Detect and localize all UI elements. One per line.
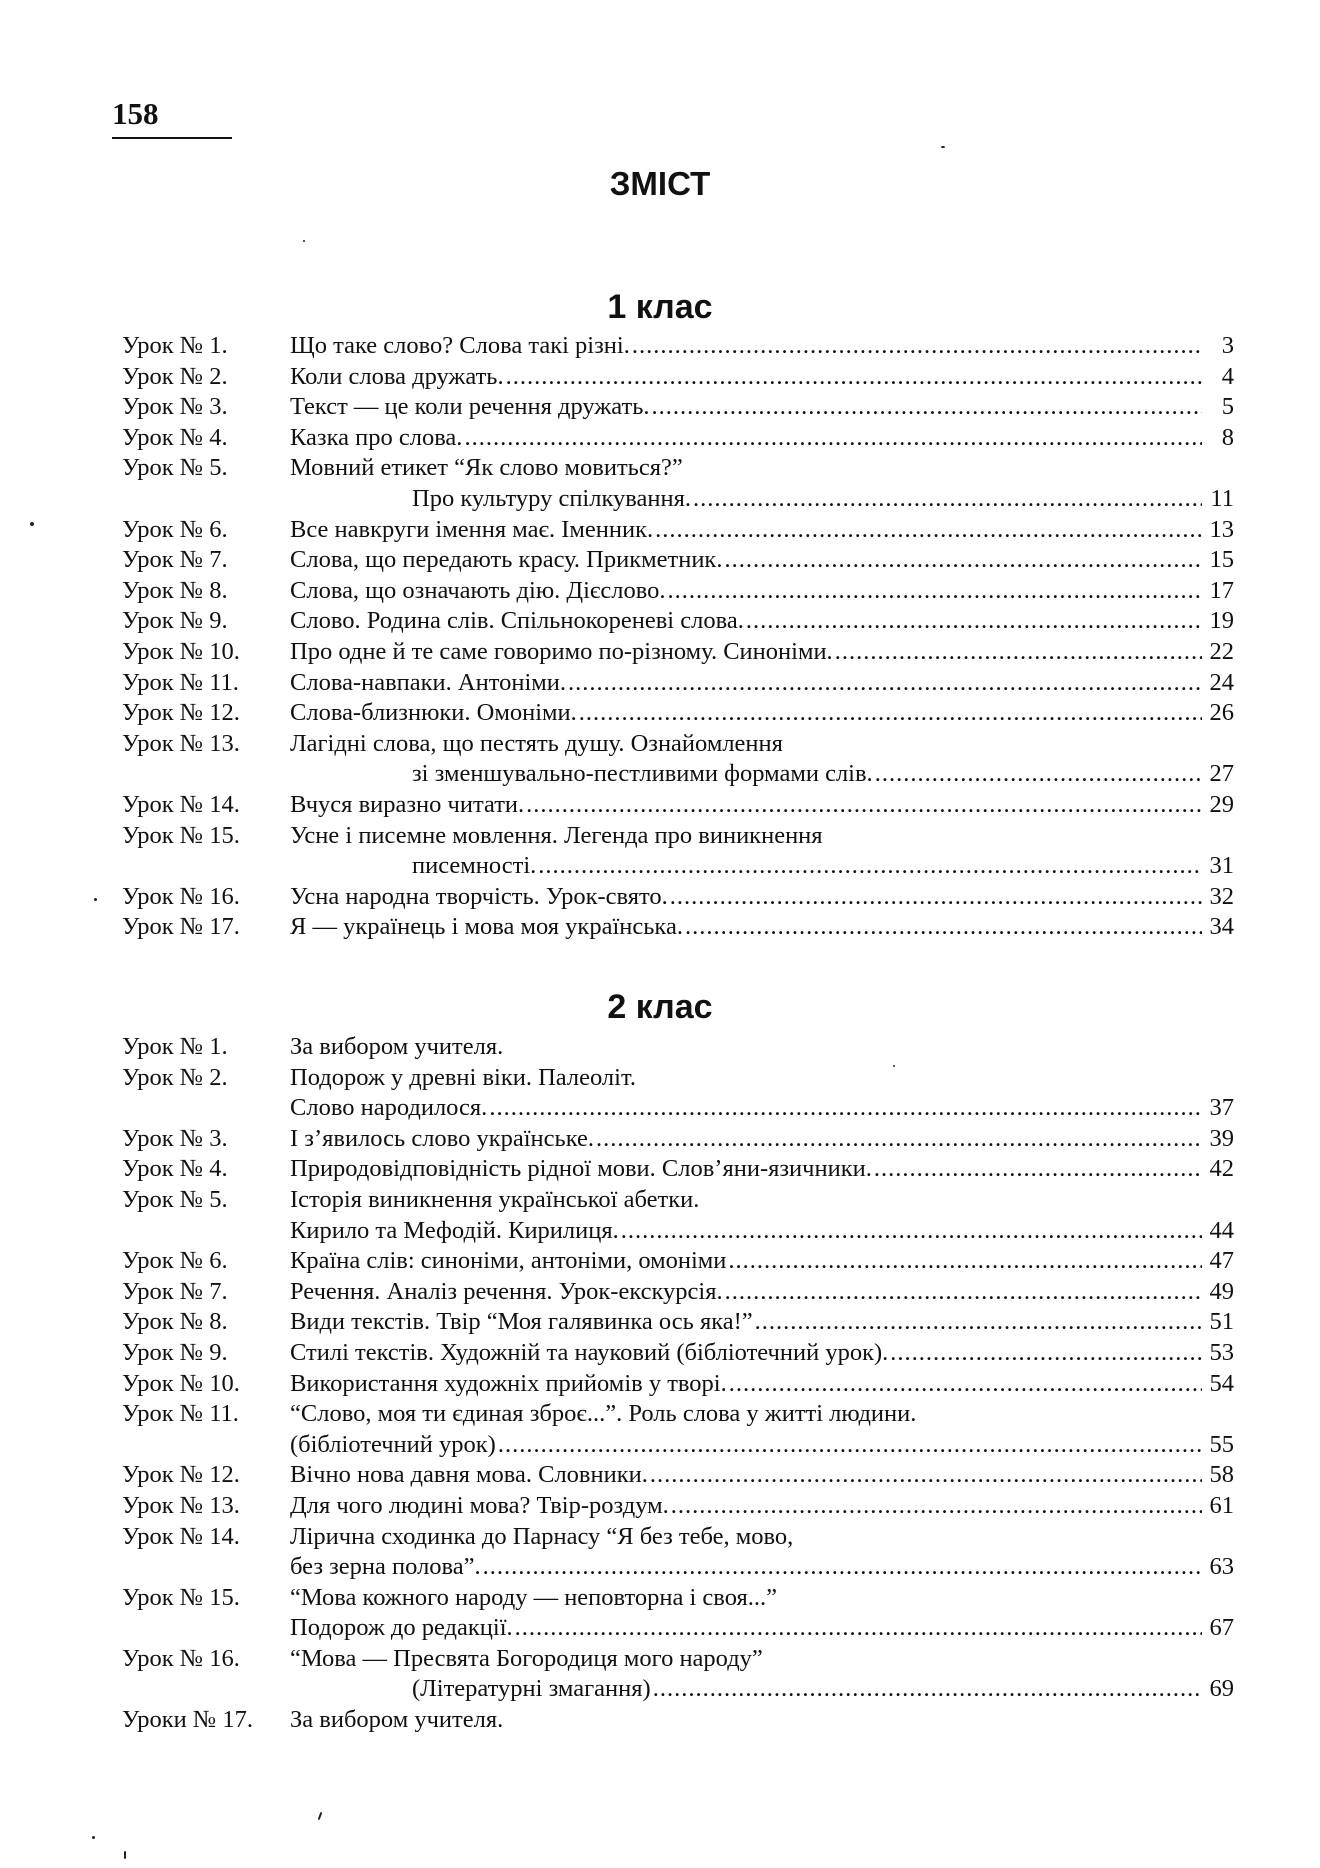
lesson-title: Подорож до редакції. xyxy=(290,1614,513,1642)
page-ref: 37 xyxy=(1209,1094,1234,1122)
dot-leader xyxy=(728,1246,1202,1277)
toc-entry-line xyxy=(122,851,1234,882)
lesson-label: Урок № 6. xyxy=(122,1247,228,1275)
lesson-title: Речення. Аналіз речення. Урок-екскурсія. xyxy=(290,1277,723,1305)
lesson-label: Урок № 14. xyxy=(122,790,240,818)
lesson-label: Урок № 2. xyxy=(122,362,228,390)
page-ref: 5 xyxy=(1221,393,1234,421)
toc-list-class-1 xyxy=(122,331,1234,943)
toc-entry-line xyxy=(122,1491,1234,1522)
page-number-underline xyxy=(112,137,232,139)
page-title: ЗМІСТ xyxy=(609,165,711,202)
dot-leader xyxy=(668,576,1202,607)
dot-leader xyxy=(670,882,1202,913)
lesson-label: Урок № 4. xyxy=(122,423,228,451)
lesson-title: Слово. Родина слів. Спільнокореневі слова. xyxy=(290,607,744,635)
toc-entry-line xyxy=(122,1674,1234,1705)
scan-speck xyxy=(92,1836,95,1839)
lesson-label: Урок № 11. xyxy=(122,1400,239,1428)
dot-leader xyxy=(653,1674,1202,1705)
page-ref: 3 xyxy=(1221,332,1234,359)
dot-leader xyxy=(724,545,1202,576)
page-ref: 24 xyxy=(1209,668,1234,696)
dot-leader xyxy=(579,698,1202,729)
toc-entry-line xyxy=(122,1277,1234,1308)
dot-leader xyxy=(621,1216,1202,1247)
lesson-title: Використання художніх прийомів у творі. xyxy=(290,1369,727,1397)
toc-entry-line xyxy=(122,1338,1234,1369)
lesson-label: Урок № 4. xyxy=(122,1155,228,1183)
dot-leader xyxy=(506,362,1202,393)
page-ref: 4 xyxy=(1221,362,1234,390)
lesson-title: Казка про слова. xyxy=(290,423,463,451)
page-ref: 42 xyxy=(1209,1155,1234,1183)
toc-entry-line xyxy=(122,576,1234,607)
page-ref: 15 xyxy=(1209,546,1234,574)
page-number: 158 xyxy=(112,96,159,131)
lesson-title: Кирило та Мефодій. Кирилиця. xyxy=(290,1216,619,1244)
scan-speck xyxy=(303,240,305,242)
dot-leader xyxy=(729,1369,1202,1400)
lesson-label: Урок № 1. xyxy=(122,332,228,359)
page-ref: 58 xyxy=(1209,1461,1234,1489)
lesson-title: Країна слів: синоніми, антоніми, омоніми xyxy=(290,1247,727,1275)
toc-entry-line xyxy=(122,1154,1234,1185)
lesson-title: (Літературні змагання) xyxy=(412,1675,651,1703)
page-ref: 31 xyxy=(1209,852,1234,880)
toc-entry-line xyxy=(122,1705,1234,1736)
page-ref: 49 xyxy=(1209,1277,1234,1305)
lesson-label: Урок № 6. xyxy=(122,515,228,543)
toc-entry-line xyxy=(122,1399,1234,1430)
lesson-label: Урок № 17. xyxy=(122,913,240,941)
toc-entry-line xyxy=(122,1246,1234,1277)
scan-speck xyxy=(893,1065,895,1067)
toc-entry-line xyxy=(122,362,1234,393)
lesson-title: Текст — це коли речення дружать. xyxy=(290,393,650,421)
page-ref: 44 xyxy=(1209,1216,1234,1244)
lesson-label: Урок № 3. xyxy=(122,393,228,421)
scan-speck xyxy=(124,1851,126,1859)
dot-leader xyxy=(693,484,1202,515)
dot-leader xyxy=(875,759,1202,790)
dot-leader xyxy=(526,790,1202,821)
page-ref: 47 xyxy=(1209,1247,1234,1275)
scan-speck xyxy=(941,146,945,148)
page-ref: 17 xyxy=(1209,576,1234,604)
section-heading-class-2: 2 клас xyxy=(607,988,713,1026)
lesson-title: зі зменшувально-пестливими формами слів. xyxy=(412,760,873,788)
scan-speck xyxy=(318,1812,323,1820)
lesson-label: Урок № 9. xyxy=(122,607,228,635)
dot-leader xyxy=(568,668,1202,699)
toc-entry-line xyxy=(122,1063,1234,1094)
toc-list-class-2 xyxy=(122,1032,1234,1736)
toc-entry-line xyxy=(122,1216,1234,1247)
lesson-title: Про одне й те саме говоримо по-різному. Синоніми. xyxy=(290,637,833,665)
lesson-title: Слова, що означають дію. Дієслово. xyxy=(290,576,666,604)
toc-entry-line xyxy=(122,637,1234,668)
lesson-label: Урок № 7. xyxy=(122,1277,228,1305)
scan-speck xyxy=(30,522,34,526)
lesson-title: “Мова кожного народу — неповторна і своя...” xyxy=(290,1583,777,1611)
lesson-label: Урок № 5. xyxy=(122,1185,228,1213)
page-ref: 69 xyxy=(1209,1675,1234,1703)
toc-entry-line xyxy=(122,1093,1234,1124)
lesson-label: Урок № 7. xyxy=(122,546,228,574)
dot-leader xyxy=(746,606,1202,637)
toc-entry-line xyxy=(122,790,1234,821)
dot-leader xyxy=(835,637,1202,668)
lesson-title: “Мова — Пресвята Богородиця мого народу” xyxy=(290,1644,763,1672)
toc-entry-line xyxy=(122,1644,1234,1675)
dot-leader xyxy=(725,1277,1202,1308)
lesson-label: Урок № 9. xyxy=(122,1338,228,1366)
toc-entry-line xyxy=(122,1185,1234,1216)
toc-entry-line xyxy=(122,1552,1234,1583)
toc-entry-line xyxy=(122,759,1234,790)
page-ref: 63 xyxy=(1209,1553,1234,1581)
lesson-label: Урок № 13. xyxy=(122,729,240,757)
lesson-label: Уроки № 17. xyxy=(122,1706,253,1734)
dot-leader xyxy=(498,1430,1202,1461)
lesson-title: Усне і писемне мовлення. Легенда про виникнення xyxy=(290,821,823,849)
dot-leader xyxy=(671,1491,1202,1522)
lesson-title: І з’явилось слово українське. xyxy=(290,1124,594,1152)
page-ref: 13 xyxy=(1209,515,1234,543)
lesson-label: Урок № 15. xyxy=(122,1583,240,1611)
lesson-title: писемності. xyxy=(412,852,537,880)
page-ref: 11 xyxy=(1210,484,1234,512)
page-ref: 34 xyxy=(1209,913,1234,941)
lesson-title: Коли слова дружать. xyxy=(290,362,504,390)
dot-leader xyxy=(755,1307,1202,1338)
dot-leader xyxy=(652,392,1202,423)
page-ref: 22 xyxy=(1209,637,1234,665)
page-ref: 53 xyxy=(1209,1338,1234,1366)
lesson-label: Урок № 2. xyxy=(122,1063,228,1091)
toc-entry-line xyxy=(122,606,1234,637)
toc-entry-line xyxy=(122,1460,1234,1491)
lesson-title: Слова-близнюки. Омоніми. xyxy=(290,699,577,727)
lesson-label: Урок № 11. xyxy=(122,668,239,696)
lesson-label: Урок № 12. xyxy=(122,699,240,727)
lesson-title: Про культуру спілкування. xyxy=(412,484,692,512)
toc-entry-line xyxy=(122,698,1234,729)
toc-entry-line xyxy=(122,515,1234,546)
lesson-label: Урок № 10. xyxy=(122,637,240,665)
lesson-title: Що таке слово? Слова такі різні. xyxy=(290,332,630,359)
lesson-title: Для чого людині мова? Твір-роздум. xyxy=(290,1491,669,1519)
lesson-label: Урок № 5. xyxy=(122,454,228,482)
toc-entry-line xyxy=(122,453,1234,484)
toc-entry-line xyxy=(122,1430,1234,1461)
dot-leader xyxy=(685,912,1202,943)
toc-entry-line xyxy=(122,1613,1234,1644)
toc-entry-line xyxy=(122,1307,1234,1338)
lesson-title: Мовний етикет “Як слово мовиться?” xyxy=(290,454,683,482)
toc-entry-line xyxy=(122,1369,1234,1400)
lesson-title: Я — українець і мова моя українська. xyxy=(290,913,683,941)
toc-entry-line xyxy=(122,1032,1234,1063)
lesson-label: Урок № 16. xyxy=(122,882,240,910)
lesson-label: Урок № 8. xyxy=(122,1308,228,1336)
dot-leader xyxy=(874,1154,1202,1185)
toc-entry-line xyxy=(122,821,1234,852)
lesson-label: Урок № 1. xyxy=(122,1033,228,1060)
toc-entry-line xyxy=(122,484,1234,515)
dot-leader xyxy=(489,1093,1202,1124)
page-ref: 39 xyxy=(1209,1124,1234,1152)
page-ref: 27 xyxy=(1209,760,1234,788)
page-ref: 61 xyxy=(1209,1491,1234,1519)
dot-leader xyxy=(464,423,1202,454)
lesson-label: Урок № 13. xyxy=(122,1491,240,1519)
toc-entry-line xyxy=(122,331,1234,362)
toc-entry-line xyxy=(122,912,1234,943)
dot-leader xyxy=(596,1124,1202,1155)
page-ref: 55 xyxy=(1209,1430,1234,1458)
toc-entry-line xyxy=(122,545,1234,576)
toc-entry-line xyxy=(122,729,1234,760)
lesson-label: Урок № 10. xyxy=(122,1369,240,1397)
lesson-title: Історія виникнення української абетки. xyxy=(290,1185,700,1213)
lesson-title: Слова-навпаки. Антоніми. xyxy=(290,668,566,696)
lesson-title: Слова, що передають красу. Прикметник. xyxy=(290,546,723,574)
lesson-label: Урок № 12. xyxy=(122,1461,240,1489)
lesson-label: Урок № 15. xyxy=(122,821,240,849)
lesson-title: За вибором учителя. xyxy=(290,1706,504,1734)
lesson-label: Урок № 16. xyxy=(122,1644,240,1672)
lesson-label: Урок № 3. xyxy=(122,1124,228,1152)
lesson-title: без зерна полова”. xyxy=(290,1553,481,1581)
section-heading-class-1: 1 клас xyxy=(607,288,713,326)
lesson-title: Природовідповідність рідної мови. Слов’яни-язичники. xyxy=(290,1155,872,1183)
dot-leader xyxy=(650,1460,1202,1491)
page-ref: 67 xyxy=(1209,1614,1234,1642)
dot-leader xyxy=(515,1613,1202,1644)
lesson-title: Види текстів. Твір “Моя галявинка ось яка!” xyxy=(290,1308,753,1336)
scan-speck xyxy=(94,898,97,901)
lesson-title: За вибором учителя. xyxy=(290,1033,504,1060)
lesson-label: Урок № 8. xyxy=(122,576,228,604)
lesson-label: Урок № 14. xyxy=(122,1522,240,1550)
toc-entry-line xyxy=(122,1522,1234,1553)
toc-entry-line xyxy=(122,1124,1234,1155)
dot-leader xyxy=(632,331,1202,362)
dot-leader xyxy=(890,1338,1202,1369)
page-ref: 19 xyxy=(1209,607,1234,635)
toc-entry-line xyxy=(122,882,1234,913)
dot-leader xyxy=(538,851,1202,882)
lesson-title: Лірична сходинка до Парнасу “Я без тебе, мово, xyxy=(290,1522,794,1550)
toc-entry-line xyxy=(122,392,1234,423)
page-ref: 29 xyxy=(1209,790,1234,818)
toc-entry-line xyxy=(122,668,1234,699)
lesson-title: (бібліотечний урок) xyxy=(290,1430,496,1458)
dot-leader xyxy=(655,515,1202,546)
lesson-title: “Слово, моя ти єдиная зброє...”. Роль слова у житті людини. xyxy=(290,1400,917,1428)
toc-entry-line xyxy=(122,1583,1234,1614)
lesson-title: Все навкруги імення має. Іменник. xyxy=(290,515,654,543)
lesson-title: Вічно нова давня мова. Словники. xyxy=(290,1461,648,1489)
dot-leader xyxy=(483,1552,1202,1583)
page-ref: 8 xyxy=(1221,423,1234,451)
page-ref: 51 xyxy=(1209,1308,1234,1336)
lesson-title: Стилі текстів. Художній та науковий (бібліотечний урок). xyxy=(290,1338,889,1366)
toc-entry-line xyxy=(122,423,1234,454)
lesson-title: Усна народна творчість. Урок-свято. xyxy=(290,882,668,910)
lesson-title: Подорож у древні віки. Палеоліт. xyxy=(290,1063,636,1091)
page-ref: 26 xyxy=(1209,699,1234,727)
lesson-title: Вчуся виразно читати. xyxy=(290,790,525,818)
lesson-title: Слово народилося. xyxy=(290,1094,488,1122)
lesson-title: Лагідні слова, що пестять душу. Ознайомлення xyxy=(290,729,783,757)
page-ref: 32 xyxy=(1209,882,1234,910)
page-ref: 54 xyxy=(1209,1369,1234,1397)
